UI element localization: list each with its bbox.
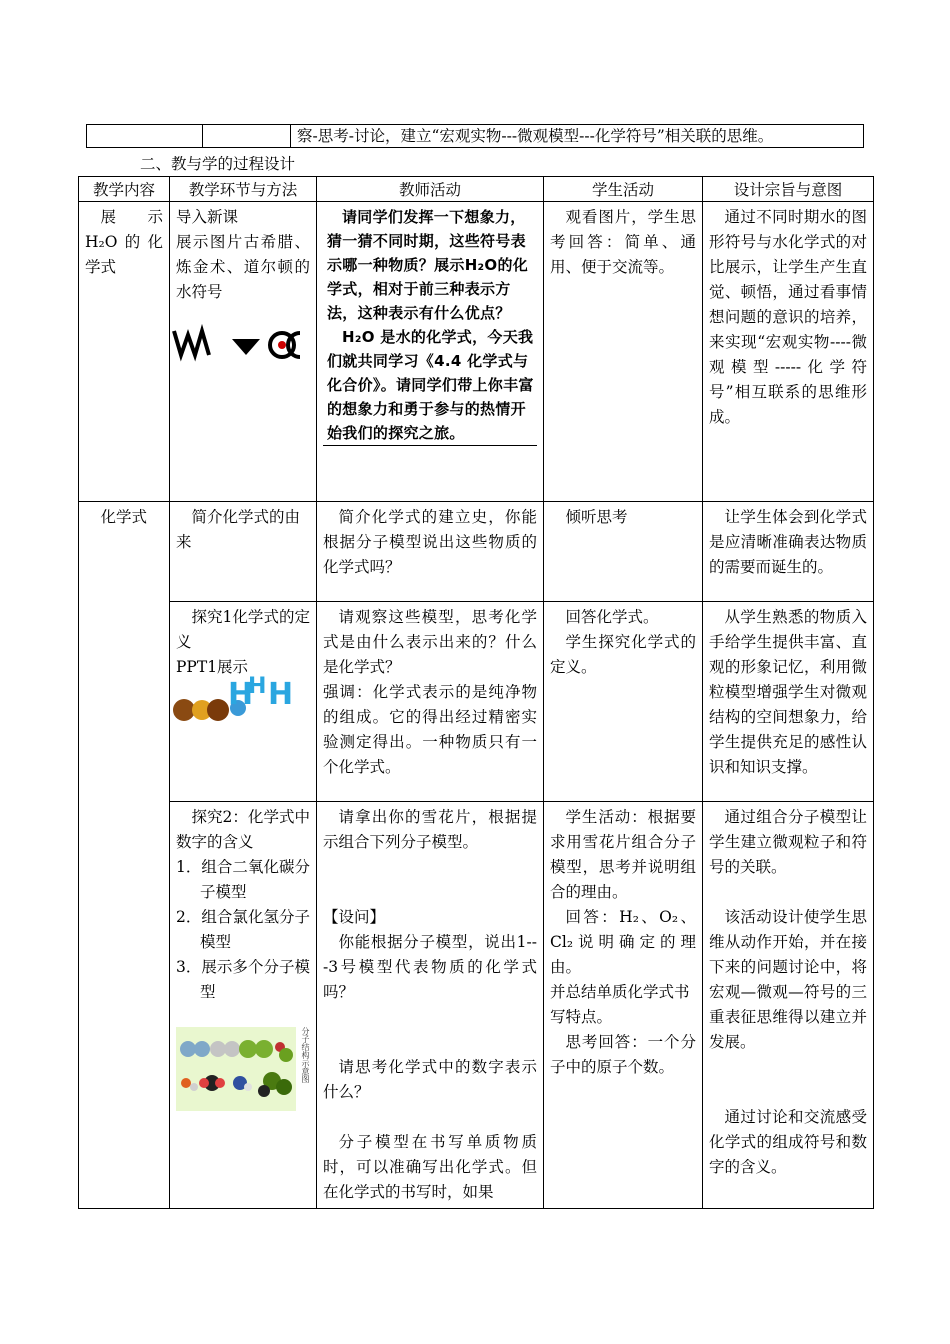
content-cell: 化学式 bbox=[79, 502, 170, 1209]
intent-cell: 让学生体会到化学式是应清晰准确表达物质的需要而诞生的。 bbox=[703, 502, 874, 602]
method-title: 探究2：化学式中数字的含义 bbox=[176, 808, 310, 851]
header-content: 教学内容 bbox=[79, 177, 170, 202]
student-text: 回答：H₂、O₂、Cl₂说明确定的理由。 bbox=[550, 908, 696, 976]
teacher-text: 分子模型在书写单质物质时，可以准确写出化学式。但在化学式的书写时，如果 bbox=[323, 1133, 537, 1201]
method-line: 展示图片古希腊、炼金术、道尔顿的水符号 bbox=[176, 233, 310, 301]
intent-text: 通过组合分子模型让学生建立微观粒子和符号的关联。 bbox=[709, 808, 867, 876]
spacer bbox=[323, 1005, 537, 1055]
student-cell: 倾听思考 bbox=[544, 502, 703, 602]
student-text: 学生探究化学式的定义。 bbox=[550, 633, 696, 676]
method-cell bbox=[170, 602, 317, 802]
teacher-cell bbox=[317, 202, 544, 502]
method-cell: 简介化学式的由来 bbox=[170, 502, 317, 602]
table-row bbox=[79, 602, 874, 802]
header-student: 学生活动 bbox=[544, 177, 703, 202]
teacher-cell: 简介化学式的建立史，你能根据分子模型说出这些物质的化学式吗？ bbox=[317, 502, 544, 602]
section-title: 二、教与学的过程设计 bbox=[140, 155, 296, 173]
intent-text: 通过讨论和交流感受化学式的组成符号和数字的含义。 bbox=[709, 1108, 867, 1176]
spacer bbox=[709, 880, 867, 905]
hydrogen-h-icon: H bbox=[268, 677, 294, 712]
image-caption: 分子结构示意图 bbox=[301, 1027, 310, 1083]
molecule-models-icon bbox=[176, 1027, 296, 1111]
teacher-image-box bbox=[323, 205, 537, 446]
teacher-text: 请同学们发挥一下想象力，猜一猜不同时期，这些符号表示哪一种物质？展示H₂O的化学式，相对于前三种表示方法，这种表示有什么优点？ bbox=[327, 208, 529, 322]
student-text: 学生活动：根据要求用雪花片组合分子模型，思考并说明组合的理由。 bbox=[550, 808, 696, 901]
water-symbols-icon bbox=[170, 319, 300, 369]
teacher-text: 【设问】 bbox=[323, 908, 386, 926]
empty-cell bbox=[203, 125, 291, 148]
method-line: 探究1化学式的定义 bbox=[176, 608, 310, 651]
method-list-item: 2．组合氯化氢分子模型 bbox=[176, 908, 310, 951]
header-teacher: 教师活动 bbox=[317, 177, 544, 202]
teacher-text: 请观察这些模型，思考化学式是由什么表示出来的？什么是化学式？ bbox=[323, 608, 537, 676]
teacher-cell bbox=[317, 602, 544, 802]
table-row bbox=[79, 802, 874, 1209]
method-cell bbox=[170, 202, 317, 502]
header-row bbox=[79, 177, 874, 202]
table-row bbox=[79, 202, 874, 502]
water-symbols-image bbox=[176, 315, 310, 373]
intent-text: 该活动设计使学生思维从动作开始，并在接下来的问题讨论中，将宏观—微观—符号的三重表征思维得以建立并发展。 bbox=[709, 908, 867, 1051]
top-row-text: 察-思考-讨论，建立“宏观实物---微观模型---化学符号”相关联的思维。 bbox=[291, 125, 864, 148]
teacher-cell bbox=[317, 802, 544, 1209]
molecule-model-image bbox=[176, 674, 310, 738]
method-line: 导入新课 bbox=[176, 208, 239, 226]
intent-cell: 从学生熟悉的物质入手给学生提供丰富、直观的形象记忆，利用微粒模型增强学生对微观结构的空间想象力，给学生提供充足的感性认识和知识支撑。 bbox=[703, 602, 874, 802]
spacer bbox=[709, 1055, 867, 1105]
intent-cell: 通过不同时期水的图形符号与水化学式的对比展示，让学生产生直觉、顿悟，通过看事情想问题的意识的培养，来实现“宏观实物----微观模型-----化学符号”相互联系的思维形成。 bbox=[703, 202, 874, 502]
hydrogen-h-icon: H bbox=[228, 677, 254, 712]
teacher-text: 强调：化学式表示的是纯净物的组成。它的得出经过精密实验测定得出。一种物质只有一个化学式。 bbox=[323, 683, 537, 776]
teacher-text: H₂O 是水的化学式，今天我们就共同学习《4.4 化学式与化合价》。请同学们带上你丰富的想象力和勇于参与的热情开始我们的探究之旅。 bbox=[327, 328, 534, 442]
student-text: 回答化学式。 bbox=[565, 608, 659, 626]
hydrogen-h-icon: H bbox=[248, 674, 267, 699]
method-cell bbox=[170, 802, 317, 1209]
continued-table-row bbox=[86, 124, 864, 148]
empty-cell bbox=[87, 125, 203, 148]
intent-cell bbox=[703, 802, 874, 1209]
teacher-text: 请思考化学式中的数字表示什么？ bbox=[323, 1058, 537, 1101]
teacher-text: 请拿出你的雪花片，根据提示组合下列分子模型。 bbox=[323, 808, 537, 851]
process-design-table bbox=[78, 176, 874, 1209]
student-cell: 观看图片，学生思考回答：简单、通用、便于交流等。 bbox=[544, 202, 703, 502]
student-text: 思考回答：一个分子中的原子个数。 bbox=[550, 1033, 696, 1076]
header-intent: 设计宗旨与意图 bbox=[703, 177, 874, 202]
spacer bbox=[323, 1105, 537, 1130]
table-row bbox=[79, 502, 874, 602]
method-list-item: 3．展示多个分子模型 bbox=[176, 958, 310, 1001]
molecule-models-image bbox=[176, 1027, 310, 1111]
student-cell bbox=[544, 802, 703, 1209]
method-list-item: 1．组合二氧化碳分子模型 bbox=[176, 858, 310, 901]
student-cell bbox=[544, 602, 703, 802]
teacher-text: 你能根据分子模型，说出1---3号模型代表物质的化学式吗？ bbox=[323, 933, 537, 1001]
header-method: 教学环节与方法 bbox=[170, 177, 317, 202]
student-text: 并总结单质化学式书写特点。 bbox=[550, 983, 690, 1026]
content-cell: 展示H₂O的化学式 bbox=[79, 202, 170, 502]
spacer bbox=[323, 855, 537, 905]
method-line: PPT1展示 bbox=[176, 658, 249, 676]
